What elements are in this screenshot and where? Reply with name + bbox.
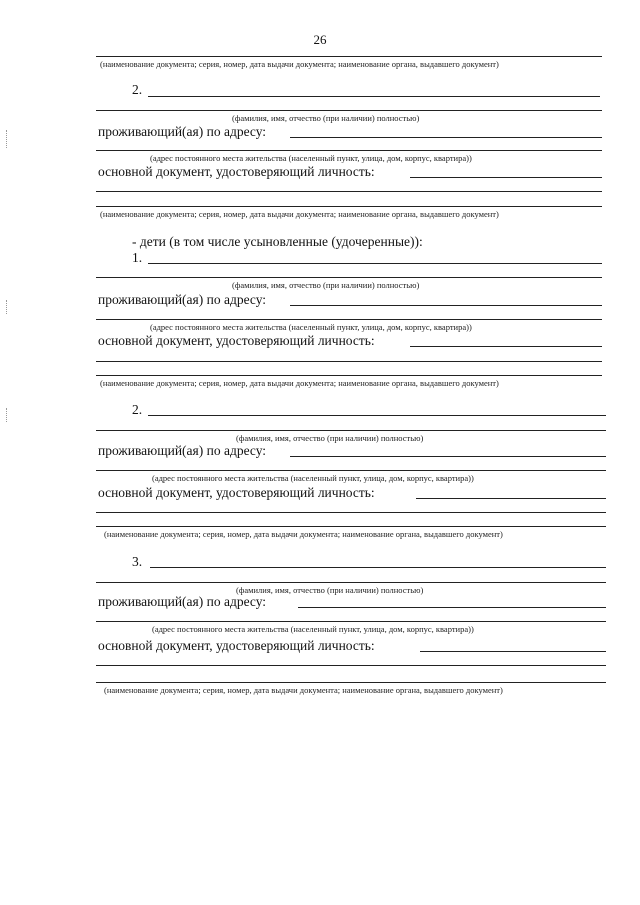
entry-number: 2. bbox=[132, 402, 143, 417]
caption-fio: (фамилия, имя, отчество (при наличии) полностью) bbox=[236, 585, 424, 595]
label-address: проживающий(ая) по адресу: bbox=[98, 443, 267, 458]
caption-address: (адрес постоянного места жительства (населенный пункт, улица, дом, корпус, квартира)) bbox=[150, 322, 472, 332]
address-field[interactable] bbox=[290, 456, 606, 457]
caption-fio: (фамилия, имя, отчество (при наличии) полностью) bbox=[236, 433, 424, 443]
caption-address: (адрес постоянного места жительства (населенный пункт, улица, дом, корпус, квартира)) bbox=[152, 473, 474, 483]
caption-document: (наименование документа; серия, номер, дата выдачи документа; наименование органа, выдавшего документ) bbox=[100, 209, 499, 219]
address-field[interactable] bbox=[96, 150, 602, 151]
document-field[interactable] bbox=[96, 682, 606, 683]
document-field[interactable] bbox=[420, 651, 606, 652]
document-field[interactable] bbox=[416, 498, 606, 499]
caption-address: (адрес постоянного места жительства (населенный пункт, улица, дом, корпус, квартира)) bbox=[152, 624, 474, 634]
caption-document: (наименование документа; серия, номер, дата выдачи документа; наименование органа, выдавшего документ) bbox=[100, 59, 499, 69]
address-field[interactable] bbox=[96, 319, 602, 320]
label-document: основной документ, удостоверяющий личность: bbox=[98, 164, 375, 179]
fio-field[interactable] bbox=[148, 96, 600, 97]
address-field[interactable] bbox=[290, 137, 602, 138]
label-document: основной документ, удостоверяющий личность: bbox=[98, 638, 375, 653]
document-field[interactable] bbox=[96, 206, 602, 207]
label-address: проживающий(ая) по адресу: bbox=[98, 594, 267, 609]
page-number: 26 bbox=[313, 32, 327, 47]
entry-number: 2. bbox=[132, 82, 143, 97]
field-line[interactable] bbox=[96, 56, 602, 57]
entry-number: 1. bbox=[132, 250, 143, 265]
document-field[interactable] bbox=[410, 346, 602, 347]
label-document: основной документ, удостоверяющий личность: bbox=[98, 485, 375, 500]
caption-document: (наименование документа; серия, номер, дата выдачи документа; наименование органа, выдавшего документ) bbox=[104, 529, 503, 539]
address-field[interactable] bbox=[290, 305, 602, 306]
document-field[interactable] bbox=[96, 191, 602, 192]
label-address: проживающий(ая) по адресу: bbox=[98, 124, 267, 139]
document-field[interactable] bbox=[410, 177, 602, 178]
fio-field[interactable] bbox=[96, 582, 606, 583]
fio-field[interactable] bbox=[96, 430, 606, 431]
fio-field[interactable] bbox=[150, 567, 606, 568]
entry-number: 3. bbox=[132, 554, 143, 569]
margin-mark bbox=[6, 300, 8, 314]
caption-address: (адрес постоянного места жительства (населенный пункт, улица, дом, корпус, квартира)) bbox=[150, 153, 472, 163]
children-heading: - дети (в том числе усыновленные (удочеренные)): bbox=[132, 234, 423, 249]
document-field[interactable] bbox=[96, 512, 606, 513]
label-document: основной документ, удостоверяющий личность: bbox=[98, 333, 375, 348]
margin-mark bbox=[6, 408, 8, 422]
margin-mark bbox=[6, 130, 8, 148]
document-field[interactable] bbox=[96, 361, 602, 362]
address-field[interactable] bbox=[298, 607, 606, 608]
address-field[interactable] bbox=[96, 621, 606, 622]
fio-field[interactable] bbox=[148, 263, 602, 264]
fio-field[interactable] bbox=[96, 277, 602, 278]
document-field[interactable] bbox=[96, 526, 606, 527]
document-field[interactable] bbox=[96, 665, 606, 666]
caption-document: (наименование документа; серия, номер, дата выдачи документа; наименование органа, выдавшего документ) bbox=[104, 685, 503, 695]
address-field[interactable] bbox=[96, 470, 606, 471]
fio-field[interactable] bbox=[96, 110, 602, 111]
label-address: проживающий(ая) по адресу: bbox=[98, 292, 267, 307]
caption-document: (наименование документа; серия, номер, дата выдачи документа; наименование органа, выдавшего документ) bbox=[100, 378, 499, 388]
fio-field[interactable] bbox=[148, 415, 606, 416]
document-field[interactable] bbox=[96, 375, 602, 376]
caption-fio: (фамилия, имя, отчество (при наличии) полностью) bbox=[232, 113, 420, 123]
caption-fio: (фамилия, имя, отчество (при наличии) полностью) bbox=[232, 280, 420, 290]
